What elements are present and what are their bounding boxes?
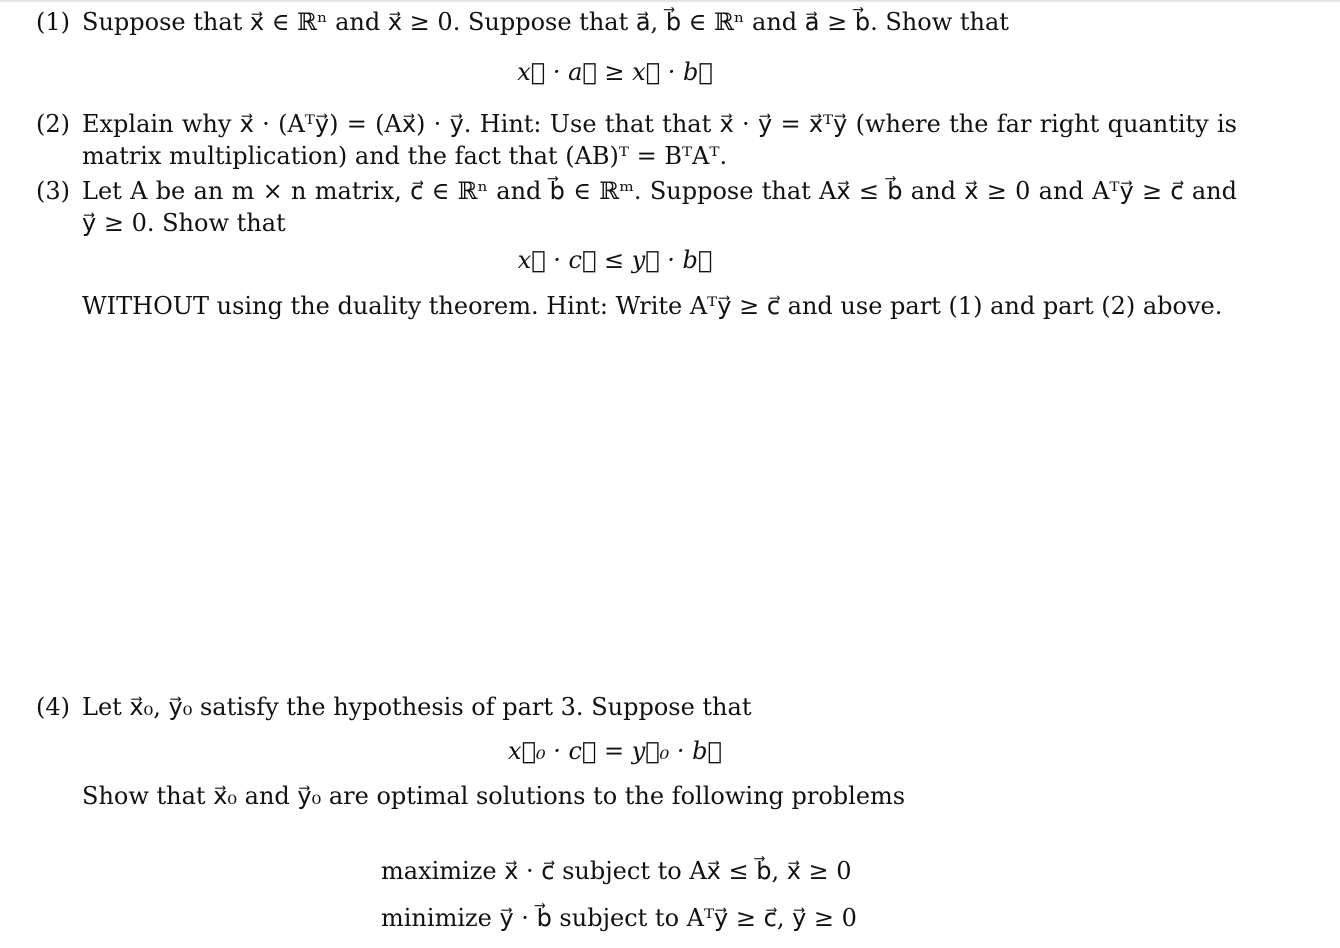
- problem-4-display-equation: x⃗₀ · c⃗ = y⃗₀ · b⃗: [508, 737, 722, 765]
- problem-4-number: (4): [36, 693, 70, 721]
- problem-2-line-2: matrix multiplication) and the fact that (AB)ᵀ = BᵀAᵀ.: [82, 142, 728, 170]
- problem-3-number: (3): [36, 177, 70, 205]
- problem-4-line-1: Let x⃗₀, y⃗₀ satisfy the hypothesis of part 3. Suppose that: [82, 693, 752, 721]
- problem-4-maximize-objective: maximize x⃗ · c⃗ subject to Ax⃗ ≤ b⃗, x⃗ ≥ 0: [381, 857, 852, 885]
- problem-1-display-equation: x⃗ · a⃗ ≥ x⃗ · b⃗: [517, 58, 713, 86]
- problem-2-number: (2): [36, 110, 70, 138]
- problem-3-line-1: Let A be an m × n matrix, c⃗ ∈ ℝⁿ and b⃗ ∈ ℝᵐ. Suppose that Ax⃗ ≤ b⃗ and x⃗ ≥ 0 and Aᵀy⃗ ≥ c⃗ and: [82, 177, 1237, 205]
- problem-3-line-2: y⃗ ≥ 0. Show that: [82, 209, 286, 237]
- page-top-edge: [0, 0, 1340, 3]
- problem-4-line-2: Show that x⃗₀ and y⃗₀ are optimal solutions to the following problems: [82, 782, 906, 810]
- problem-4-minimize-objective: minimize y⃗ · b⃗ subject to Aᵀy⃗ ≥ c⃗, y⃗ ≥ 0: [381, 904, 857, 932]
- problem-1-number: (1): [36, 8, 70, 36]
- problem-3-line-3: WITHOUT using the duality theorem. Hint: Write Aᵀy⃗ ≥ c⃗ and use part (1) and part (2) above.: [82, 292, 1223, 320]
- problem-1-statement: Suppose that x⃗ ∈ ℝⁿ and x⃗ ≥ 0. Suppose that a⃗, b⃗ ∈ ℝⁿ and a⃗ ≥ b⃗. Show that: [82, 8, 1009, 36]
- problem-2-line-1: Explain why x⃗ · (Aᵀy⃗) = (Ax⃗) · y⃗. Hint: Use that that x⃗ · y⃗ = x⃗ᵀy⃗ (where the far right quantity is: [82, 110, 1237, 138]
- problem-3-display-inequality: x⃗ · c⃗ ≤ y⃗ · b⃗: [517, 246, 713, 274]
